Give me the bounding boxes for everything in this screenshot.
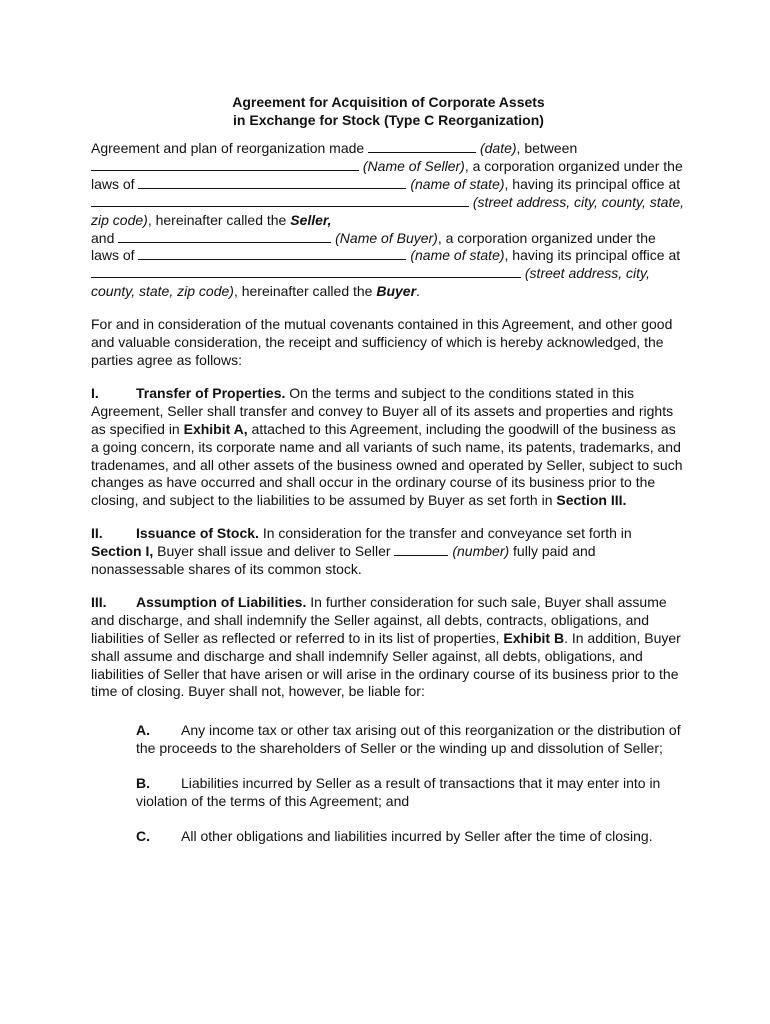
subsection-number: C. <box>136 828 150 844</box>
date-label: (date) <box>479 140 517 156</box>
number-blank[interactable] <box>394 543 448 556</box>
section-heading: Assumption of Liabilities. <box>136 593 307 610</box>
preamble-paragraph <box>91 140 686 301</box>
buyer-term: Buyer <box>376 283 417 300</box>
section-number: III. <box>91 593 107 610</box>
preamble-text: , hereinafter called the <box>233 283 377 300</box>
preamble-text: , a corporation organized under the laws of <box>91 157 683 192</box>
preamble-text: . <box>416 283 420 300</box>
section-number: II. <box>91 525 103 542</box>
preamble-text: , a corporation organized under the laws of <box>91 229 656 264</box>
preamble-text: , between <box>516 140 578 156</box>
seller-state-blank[interactable] <box>138 176 406 189</box>
preamble-text: , having its principal office at <box>504 247 681 264</box>
section-i-ref: Section I, <box>91 543 154 560</box>
section-text: . In addition, Buyer shall assume and discharge and shall indemnify Seller against, all debts, obligations, and liabilities of Seller that have arisen or will arise in the ordinary course of its business prior to the time of closing. Buyer shall not, however, be liable for: <box>91 629 681 700</box>
section-text: On the terms and subject to the conditions stated in this Agreement, Seller shall transfer and convey to Buyer all of its assets and properties and rights as specified in <box>91 384 674 437</box>
buyer-address-blank[interactable] <box>91 265 521 278</box>
section-2 <box>91 525 686 579</box>
buyer-name-blank[interactable] <box>118 230 331 243</box>
subsection-a <box>136 722 686 758</box>
section-1 <box>91 385 686 510</box>
preamble-text: , having its principal office at <box>504 175 681 192</box>
preamble-text: , hereinafter called the <box>147 211 291 228</box>
section-text: In consideration for the transfer and conveyance set forth in <box>258 525 632 542</box>
seller-address-label: (street address, city, county, state, zip code) <box>91 193 685 228</box>
section-number: I. <box>91 384 99 401</box>
section-heading: Issuance of Stock. <box>136 525 259 542</box>
buyer-state-blank[interactable] <box>138 247 406 260</box>
section-heading: Transfer of Properties. <box>136 384 286 401</box>
buyer-address-label: (street address, city, county, state, zip code) <box>91 265 650 300</box>
seller-name-blank[interactable] <box>91 158 359 171</box>
exhibit-b-ref: Exhibit B <box>503 629 565 646</box>
title-line-1: Agreement for Acquisition of Corporate Assets <box>232 94 545 110</box>
consideration-paragraph: For and in consideration of the mutual covenants contained in this Agreement, and other good and valuable consideration, the receipt and sufficiency of which is hereby acknowledged, the parties agree as follows: <box>91 316 673 368</box>
subsection-number: A. <box>136 722 150 739</box>
section-3 <box>91 594 686 701</box>
document-body <box>91 93 686 863</box>
subsection-text: Liabilities incurred by Seller as a result of transactions that it may enter into in violation of the terms of this Agreement; and <box>136 775 661 810</box>
section-text: attached to this Agreement, including the goodwill of the business as a going concern, its corporate name and all variants of such name, its patents, trademarks, and tradenames, and all other assets of the business owned and operated by Seller, subject to such changes as have occurred and shall occur in the ordinary course of its business prior to the closing, and subject to the liabilities to be assumed by Buyer as set forth in <box>91 420 683 509</box>
number-label: (number) <box>452 543 510 560</box>
section-text: In further consideration for such sale, Buyer shall assume and discharge, and shall indemnify the Seller against, all debts, contracts, obligations, and liabilities of Seller as reflected or referred to in its list of properties, <box>91 593 667 646</box>
subsection-b <box>136 775 686 811</box>
document-title <box>91 93 686 129</box>
seller-name-label: (Name of Seller) <box>362 157 465 174</box>
date-blank[interactable] <box>368 140 476 153</box>
buyer-state-label: (name of state) <box>410 247 505 264</box>
section-text: Buyer shall issue and deliver to Seller <box>153 543 395 560</box>
subsection-c <box>136 828 686 846</box>
buyer-name-label: (Name of Buyer) <box>335 229 438 246</box>
section-iii-ref: Section III. <box>556 492 627 509</box>
subsection-number: B. <box>136 775 150 792</box>
seller-state-label: (name of state) <box>410 175 505 192</box>
seller-term: Seller, <box>290 211 332 228</box>
subsection-text: Any income tax or other tax arising out of this reorganization or the distribution of the proceeds to the shareholders of Seller or the winding up and dissolution of Seller; <box>136 722 681 757</box>
exhibit-a-ref: Exhibit A, <box>183 420 248 437</box>
subsection-text: All other obligations and liabilities incurred by Seller after the time of closing. <box>181 828 653 844</box>
preamble-text: and <box>91 229 119 246</box>
preamble-text: Agreement and plan of reorganization made <box>91 140 369 156</box>
title-line-2: in Exchange for Stock (Type C Reorganization) <box>233 112 544 128</box>
section-text: fully paid and nonassessable shares of its common stock. <box>91 543 596 578</box>
seller-address-blank[interactable] <box>91 194 469 207</box>
